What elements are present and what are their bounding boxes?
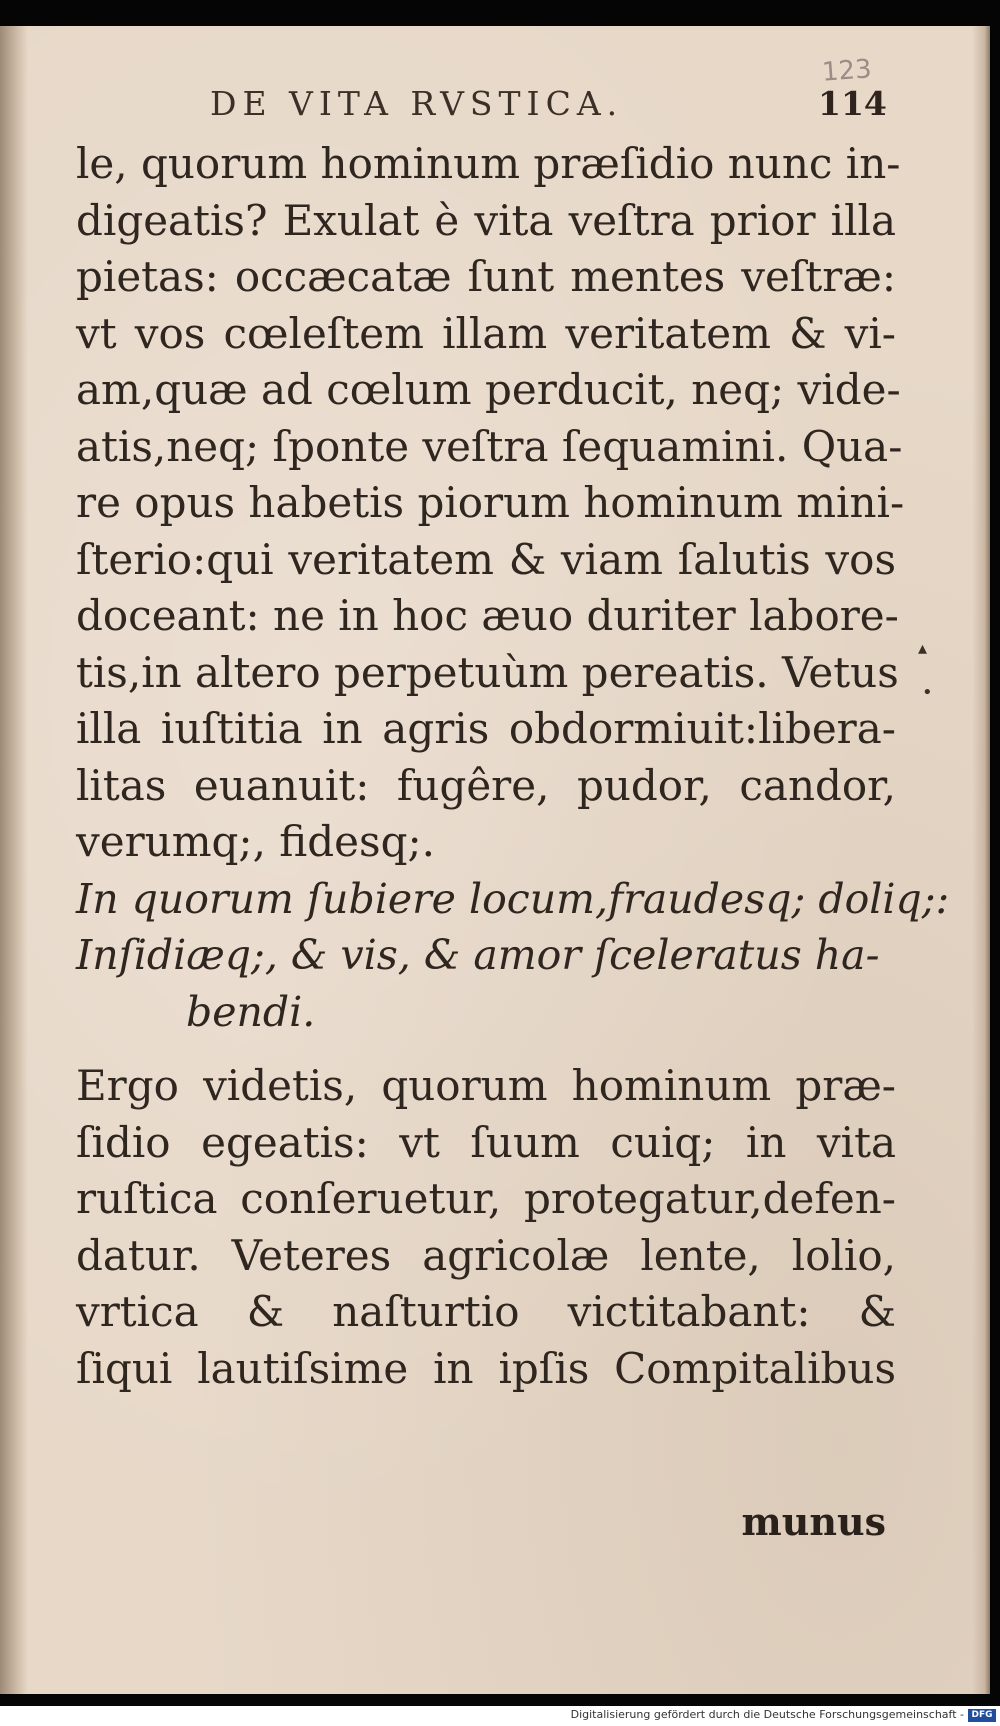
page-edge-shadow xyxy=(972,26,990,1694)
text-line: litas euanuit: fugêre, pudor, candor, xyxy=(76,760,896,810)
folio-number: 114 xyxy=(818,84,887,123)
text-line: verumq;, fidesq;. xyxy=(76,817,435,866)
text-line: doceant: ne in hoc æuo duriter labore- xyxy=(76,591,899,640)
book-page xyxy=(0,26,990,1694)
verse-line: bendi. xyxy=(186,987,316,1036)
verse-line: In quorum ſubiere locum,fraudesq; doliq;: xyxy=(76,874,950,923)
text-line: am,quæ ad cœlum perducit, neq; vide- xyxy=(76,365,901,414)
text-line: pietas: occæcatæ ſunt mentes veſtræ: xyxy=(76,252,896,301)
page-spine-shadow xyxy=(0,26,28,1694)
verse-line: Inſidiæq;, & vis, & amor ſceleratus ha- xyxy=(76,931,880,979)
text-line: ſiqui lautiſsime in ipſis Compitalibus xyxy=(76,1343,896,1393)
text-line: illa iuſtitia in agris obdormiuit:libera- xyxy=(76,704,896,753)
text-line: Ergo videtis, quorum hominum præ- xyxy=(76,1061,896,1110)
digitization-footer xyxy=(0,1706,1000,1726)
dfg-logo-icon: DFG xyxy=(968,1709,996,1722)
text-line: datur. Veteres agricolæ lente, lolio, xyxy=(76,1230,896,1280)
text-line: re opus habetis piorum hominum mini- xyxy=(76,478,905,527)
text-line: ruſtica conſeruetur, protegatur,defen- xyxy=(76,1174,896,1223)
running-head: DE VITA RVSTICA. xyxy=(210,84,624,123)
margin-mark: ▴ xyxy=(918,638,928,659)
page-text xyxy=(76,136,950,1397)
text-line: atis,neq; ſponte veſtra ſequamini. Qua- xyxy=(76,421,903,471)
text-line: ſidio egeatis: vt ſuum cuiq; in vita xyxy=(76,1117,896,1167)
text-line: vrtica & naſturtio victitabant: & xyxy=(76,1287,896,1336)
pencil-page-number: 123 xyxy=(821,54,873,88)
margin-mark: • xyxy=(922,682,933,703)
text-line: le, quorum hominum præſidio nunc in- xyxy=(76,139,901,188)
funding-credit: Digitalisierung gefördert durch die Deutsche Forschungsgemeinschaft - xyxy=(570,1708,964,1721)
text-line: digeatis? Exulat è vita veſtra prior illa xyxy=(76,195,896,245)
paragraph-gap xyxy=(76,1040,896,1058)
text-line: tis,in altero perpetuùm pereatis. Vetus xyxy=(76,647,899,697)
text-line: vt vos cœleſtem illam veritatem & vi- xyxy=(76,308,896,358)
text-line: ſterio:qui veritatem & viam ſalutis vos xyxy=(76,534,896,584)
catchword: munus xyxy=(741,1499,886,1544)
